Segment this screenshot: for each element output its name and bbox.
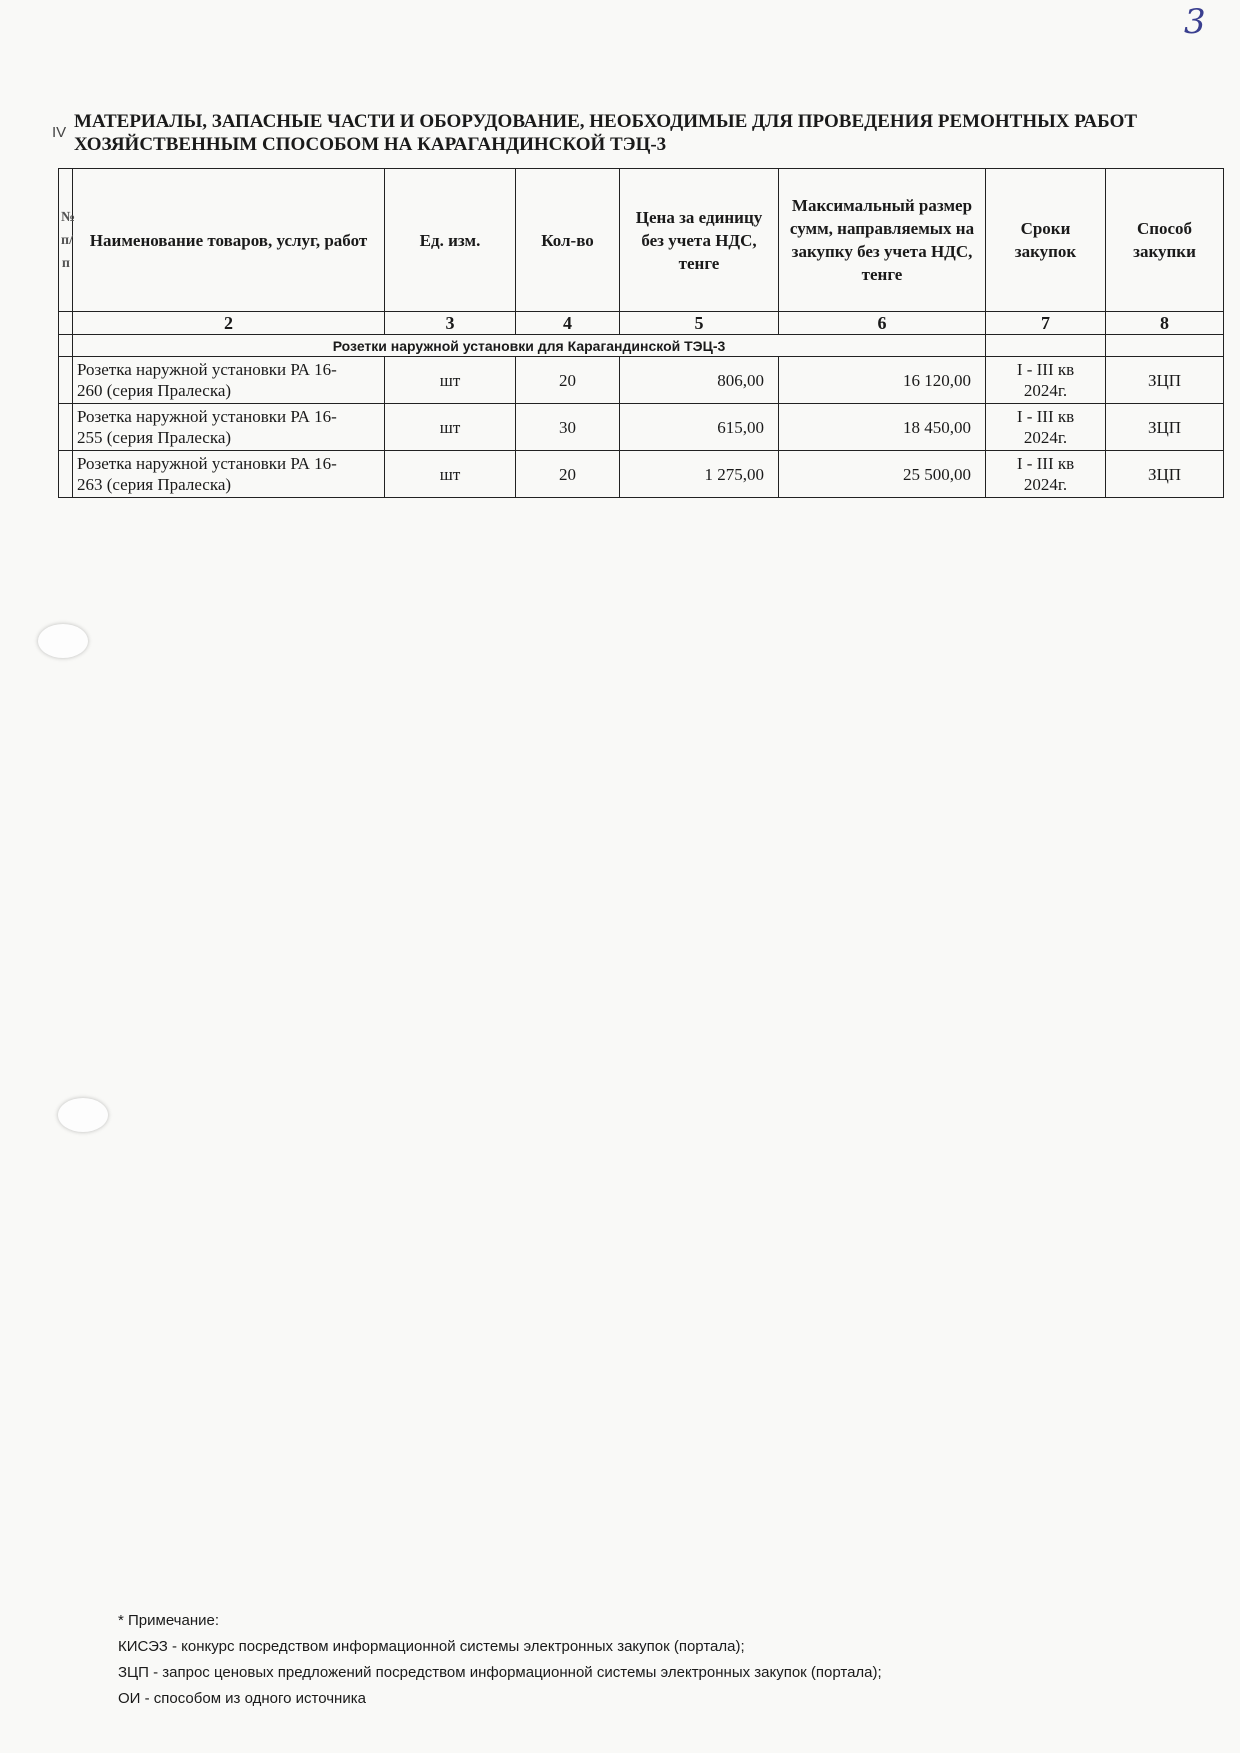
- group-empty-cell: [986, 335, 1106, 357]
- footnote-line: ЗЦП - запрос ценовых предложений посредством информационной системы электронных закупок (портала);: [118, 1664, 882, 1681]
- item-sum: 25 500,00: [779, 451, 986, 498]
- item-price: 806,00: [620, 357, 779, 404]
- header-name: Наименование товаров, услуг, работ: [73, 169, 385, 312]
- group-empty-cell: [1106, 335, 1224, 357]
- footnote: [118, 1608, 882, 1712]
- item-qty: 20: [516, 357, 620, 404]
- header-method: Способ закупки: [1106, 169, 1224, 312]
- table-row: [59, 451, 1224, 498]
- table-row: [59, 404, 1224, 451]
- column-number-blank: [59, 312, 73, 335]
- item-qty: 20: [516, 451, 620, 498]
- header-qty: Кол-во: [516, 169, 620, 312]
- title-line-1: МАТЕРИАЛЫ, ЗАПАСНЫЕ ЧАСТИ И ОБОРУДОВАНИЕ, НЕОБХОДИМЫЕ ДЛЯ ПРОВЕДЕНИЯ РЕМОНТНЫХ РАБОТ: [74, 111, 1138, 132]
- punch-hole-icon: [38, 624, 88, 658]
- footnote-line: ОИ - способом из одного источника: [118, 1690, 366, 1707]
- header-unit: Ед. изм.: [385, 169, 516, 312]
- row-number-cell: [59, 451, 73, 498]
- item-price: 1 275,00: [620, 451, 779, 498]
- item-qty: 30: [516, 404, 620, 451]
- item-name: Розетка наружной установки РА 16- 255 (серия Пралеска): [73, 404, 385, 451]
- row-number-cell: [59, 404, 73, 451]
- section-roman-numeral: IV: [52, 124, 67, 141]
- column-number: 2: [73, 312, 385, 335]
- item-sum: 18 450,00: [779, 404, 986, 451]
- footnote-line: КИСЭЗ - конкурс посредством информационной системы электронных закупок (портала);: [118, 1638, 745, 1655]
- table-row: [59, 357, 1224, 404]
- item-method: ЗЦП: [1106, 357, 1224, 404]
- column-number: 5: [620, 312, 779, 335]
- row-number-cell: [59, 357, 73, 404]
- group-row: [59, 335, 1224, 357]
- item-unit: шт: [385, 404, 516, 451]
- column-number: 4: [516, 312, 620, 335]
- column-number: 8: [1106, 312, 1224, 335]
- column-number: 6: [779, 312, 986, 335]
- item-sum: 16 120,00: [779, 357, 986, 404]
- page-number: 3: [1184, 2, 1206, 42]
- title-line-2: ХОЗЯЙСТВЕННЫМ СПОСОБОМ НА КАРАГАНДИНСКОЙ ТЭЦ-3: [74, 134, 667, 155]
- column-number-row: [59, 312, 1224, 335]
- item-name: Розетка наружной установки РА 16- 263 (серия Пралеска): [73, 451, 385, 498]
- column-number: 7: [986, 312, 1106, 335]
- header-price: Цена за единицу без учета НДС, тенге: [620, 169, 779, 312]
- procurement-table: [58, 168, 1224, 498]
- item-terms: I - III кв 2024г.: [986, 357, 1106, 404]
- item-method: ЗЦП: [1106, 404, 1224, 451]
- header-row: [59, 169, 1224, 312]
- header-number: № п/п: [59, 169, 73, 312]
- item-unit: шт: [385, 357, 516, 404]
- item-unit: шт: [385, 451, 516, 498]
- item-name: Розетка наружной установки РА 16- 260 (серия Пралеска): [73, 357, 385, 404]
- header-max-sum: Максимальный размер сумм, направляемых на закупку без учета НДС, тенге: [779, 169, 986, 312]
- item-terms: I - III кв 2024г.: [986, 451, 1106, 498]
- header-terms: Сроки закупок: [986, 169, 1106, 312]
- footnote-title: * Примечание:: [118, 1612, 219, 1629]
- item-method: ЗЦП: [1106, 451, 1224, 498]
- item-terms: I - III кв 2024г.: [986, 404, 1106, 451]
- document-title: [74, 110, 1214, 156]
- column-number: 3: [385, 312, 516, 335]
- punch-hole-icon: [58, 1098, 108, 1132]
- item-price: 615,00: [620, 404, 779, 451]
- group-title: Розетки наружной установки для Карагандинской ТЭЦ-3: [73, 335, 986, 357]
- group-number-cell: [59, 335, 73, 357]
